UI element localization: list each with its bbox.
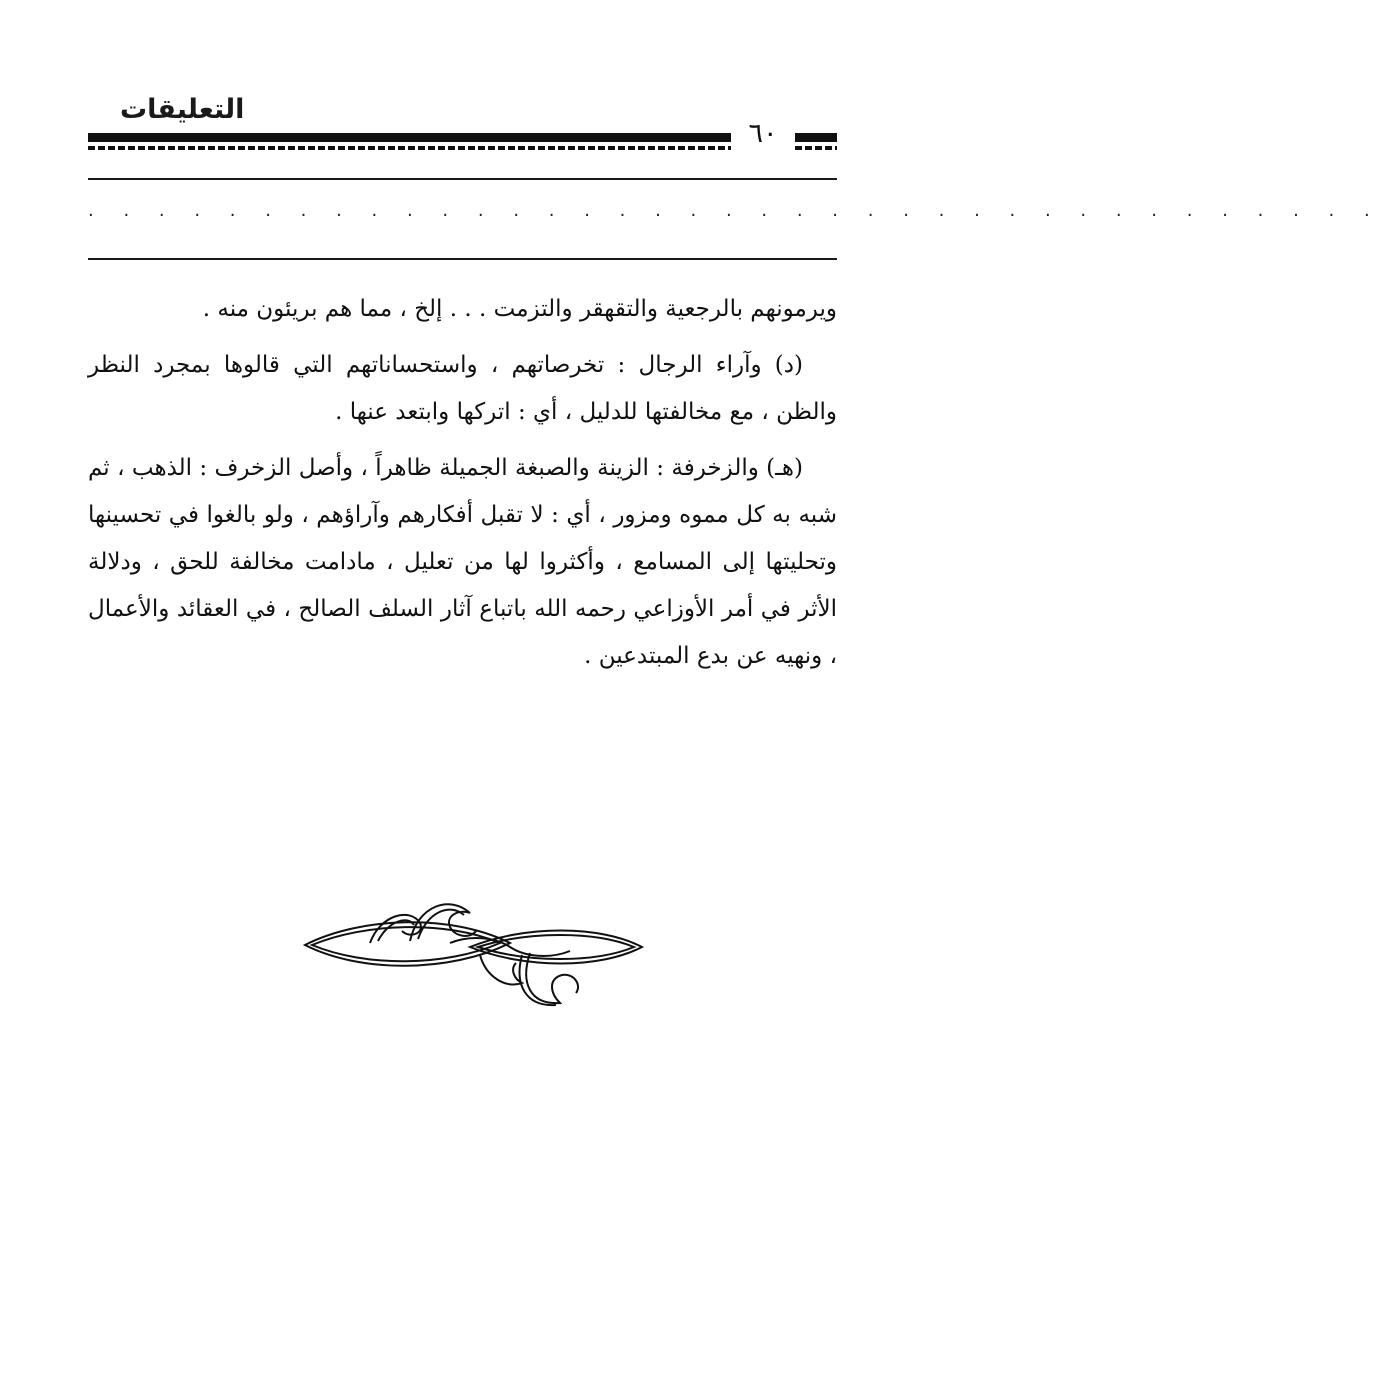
header-rule-dashed — [88, 146, 731, 150]
paragraph-continuation: ويرمونهم بالرجعية والتقهقر والتزمت . . . إلخ ، مما هم بريئون منه . — [202, 296, 837, 322]
footnote-rule-bottom — [88, 258, 837, 260]
header-rule-thick — [88, 133, 731, 142]
ellipsis-dots-line: . . . . . . . . . . . . . . . . . . . . . . . . . . . . . . . . . . . . . — [88, 200, 1382, 221]
running-title: التعليقات — [120, 94, 245, 125]
footnote-rule-top — [88, 178, 837, 180]
header-rule-thick-right — [795, 133, 837, 142]
page-number: ٦٠ — [748, 118, 778, 149]
body-text — [88, 286, 837, 689]
decorative-flourish-icon — [300, 895, 646, 1010]
paragraph-he: (هـ) والزخرفة : الزينة والصبغة الجميلة ظاهراً ، وأصل الزخرف : الذهب ، ثم شبه به كل مموه ومزور ، أي : لا تقبل أفكارهم وآراؤهم ، ولو بالغوا في تحسينها وتحليتها إلى المسامع ، وأكثروا لها من تعليل ، مادامت مخالفة للحق ، ودلالة الأثر في أمر الأوزاعي رحمه الله باتباع آثار السلف الصالح ، في العقائد والأعمال ، ونهيه عن بدع المبتدعين . — [88, 455, 837, 669]
paragraph-d: (د) وآراء الرجال : تخرصاتهم ، واستحساناتهم التي قالوها بمجرد النظر والظن ، مع مخالفتها للدليل ، أي : اتركها وابتعد عنها . — [88, 352, 837, 425]
header-rule-dashed-right — [795, 146, 837, 150]
